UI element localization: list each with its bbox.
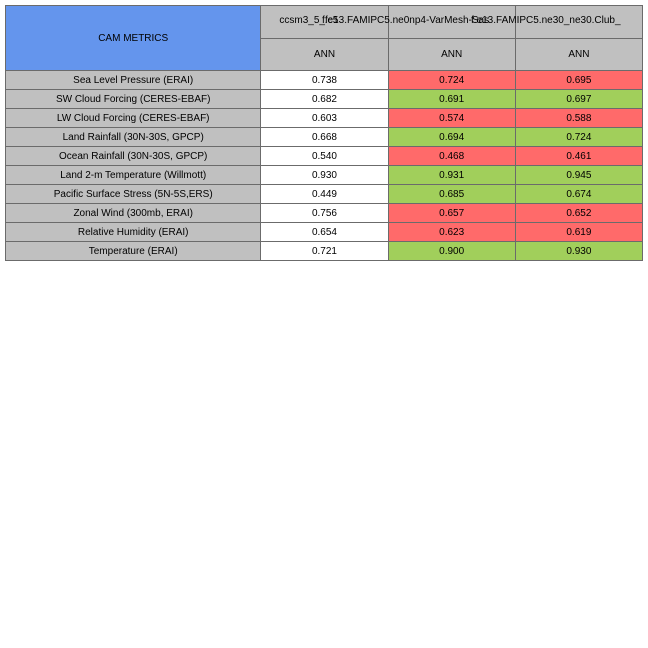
run-name: f.e13.FAMIPC5.ne0np4-VarMesh-Sas <box>322 15 490 26</box>
metric-value: 0.721 <box>261 242 388 261</box>
metric-value: 0.623 <box>388 223 515 242</box>
metric-value: 0.588 <box>515 109 642 128</box>
metric-value: 0.691 <box>388 90 515 109</box>
metric-label: LW Cloud Forcing (CERES-EBAF) <box>6 109 261 128</box>
season-label: ANN <box>388 39 515 71</box>
table-row <box>6 223 643 242</box>
metric-value: 0.619 <box>515 223 642 242</box>
metric-label: Temperature (ERAI) <box>6 242 261 261</box>
metric-value: 0.695 <box>515 71 642 90</box>
table-row <box>6 204 643 223</box>
table-row <box>6 166 643 185</box>
table-row <box>6 71 643 90</box>
metric-label: Ocean Rainfall (30N-30S, GPCP) <box>6 147 261 166</box>
season-label: ANN <box>515 39 642 71</box>
metric-value: 0.540 <box>261 147 388 166</box>
table-row <box>6 109 643 128</box>
table-row <box>6 242 643 261</box>
metric-value: 0.657 <box>388 204 515 223</box>
metric-value: 0.682 <box>261 90 388 109</box>
metric-value: 0.652 <box>515 204 642 223</box>
table-title: CAM METRICS <box>6 6 261 71</box>
metric-label: Land Rainfall (30N-30S, GPCP) <box>6 128 261 147</box>
table-row <box>6 128 643 147</box>
table-row <box>6 185 643 204</box>
table-row <box>6 90 643 109</box>
metric-value: 0.930 <box>515 242 642 261</box>
table-row <box>6 147 643 166</box>
metric-value: 0.461 <box>515 147 642 166</box>
metric-label: Zonal Wind (300mb, ERAI) <box>6 204 261 223</box>
metric-value: 0.603 <box>261 109 388 128</box>
metric-value: 0.574 <box>388 109 515 128</box>
metric-value: 0.931 <box>388 166 515 185</box>
metric-label: Pacific Surface Stress (5N-5S,ERS) <box>6 185 261 204</box>
metric-label: Land 2-m Temperature (Willmott) <box>6 166 261 185</box>
metric-value: 0.668 <box>261 128 388 147</box>
run-name: ccsm3_5_fc5 <box>279 15 339 26</box>
metric-label: Relative Humidity (ERAI) <box>6 223 261 242</box>
metric-value: 0.724 <box>515 128 642 147</box>
metric-label: SW Cloud Forcing (CERES-EBAF) <box>6 90 261 109</box>
metric-value: 0.738 <box>261 71 388 90</box>
metric-label: Sea Level Pressure (ERAI) <box>6 71 261 90</box>
metric-value: 0.697 <box>515 90 642 109</box>
metric-value: 0.945 <box>515 166 642 185</box>
metric-value: 0.694 <box>388 128 515 147</box>
metric-value: 0.756 <box>261 204 388 223</box>
metric-value: 0.674 <box>515 185 642 204</box>
metric-value: 0.724 <box>388 71 515 90</box>
metric-value: 0.900 <box>388 242 515 261</box>
metric-value: 0.449 <box>261 185 388 204</box>
metric-value: 0.685 <box>388 185 515 204</box>
season-label: ANN <box>261 39 388 71</box>
metrics-table <box>5 5 643 261</box>
metric-value: 0.468 <box>388 147 515 166</box>
run-name: f.e13.FAMIPC5.ne30_ne30.Club_ <box>471 15 621 26</box>
metric-value: 0.654 <box>261 223 388 242</box>
metric-value: 0.930 <box>261 166 388 185</box>
